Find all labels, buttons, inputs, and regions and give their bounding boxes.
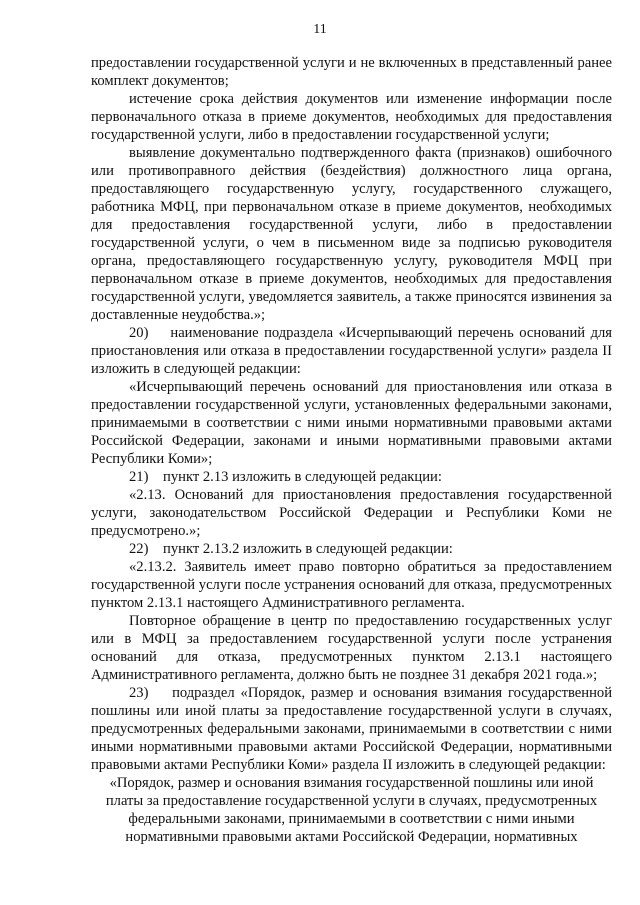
paragraph-continuation: предоставлении государственной услуги и не включенных в представленный ранее комплект документов; bbox=[91, 55, 612, 89]
page-number: 11 bbox=[313, 22, 327, 37]
paragraph-item-22: 22) пункт 2.13.2 изложить в следующей редакции: bbox=[129, 541, 453, 557]
paragraph-item-21: 21) пункт 2.13 изложить в следующей редакции: bbox=[129, 469, 442, 485]
paragraph-document-expiry: истечение срока действия документов или изменение информации после первоначального отказа в приеме документов, необходимых для предоставления государственной услуги, либо в предоставлении государственной услуги; bbox=[91, 91, 612, 143]
paragraph-item-20: 20) наименование подраздела «Исчерпывающий перечень оснований для приостановления или отказа в предоставлении государственной услуги» раздела II изложить в следующей редакции: bbox=[91, 325, 612, 377]
paragraph-repeat-request: Повторное обращение в центр по предоставлению государственных услуг или в МФЦ за предоставлением государственной услуги после устранения оснований для отказа, предусмотренных пунктом 2.13.1 настоящего Административного регламента, должно быть не позднее 31 декабря 2021 года.»; bbox=[91, 613, 612, 683]
paragraph-error-detection: выявление документально подтвержденного факта (признаков) ошибочного или противоправного действия (бездействия) должностного лица органа, предоставляющего государственную услугу, государственного служащего, работника МФЦ, при первоначальном отказе в приеме документов, необходимых для предоставления государственной услуги, либо в предоставлении государственной услуги, о чем в письменном виде за подписью руководителя органа, предоставляющего государственную услугу, руководителя МФЦ при первоначальном отказе в приеме документов, необходимых для предоставления государственной услуги, уведомляется заявитель, а также приносятся извинения за доставленные неудобства.»; bbox=[91, 145, 612, 323]
paragraph-quote-2-13-2: «2.13.2. Заявитель имеет право повторно обратиться за предоставлением государственной услуги после устранения оснований для отказа, предусмотренных пунктом 2.13.1 настоящего Административного регламента. bbox=[91, 559, 612, 611]
paragraph-quote-fee-title: «Порядок, размер и основания взимания государственной пошлины или иной платы за предоставление государственной услуги в случаях, предусмотренных федеральными законами, принимаемыми в соответствии с ними иными нормативными правовыми актами Российской Федерации, нормативных bbox=[105, 775, 598, 845]
document-body bbox=[91, 54, 612, 846]
paragraph-quote-2-13: «2.13. Оснований для приостановления предоставления государственной услуги, законодательством Российской Федерации и Республики Коми не предусмотрено.»; bbox=[91, 487, 612, 539]
paragraph-item-23: 23) подраздел «Порядок, размер и основания взимания государственной пошлины или иной платы за предоставление государственной услуги в случаях, предусмотренных федеральными законами, принимаемыми в соответствии с ними иными нормативными правовыми актами Российской Федерации, нормативными правовыми актами Республики Коми» раздела II изложить в следующей редакции: bbox=[91, 685, 612, 773]
paragraph-quote-grounds-list: «Исчерпывающий перечень оснований для приостановления или отказа в предоставлении государственной услуги, установленных федеральными законами, принимаемыми в соответствии с ними иными нормативными правовыми актами Российской Федерации, законами и иными нормативными правовыми актами Республики Коми»; bbox=[91, 379, 612, 467]
